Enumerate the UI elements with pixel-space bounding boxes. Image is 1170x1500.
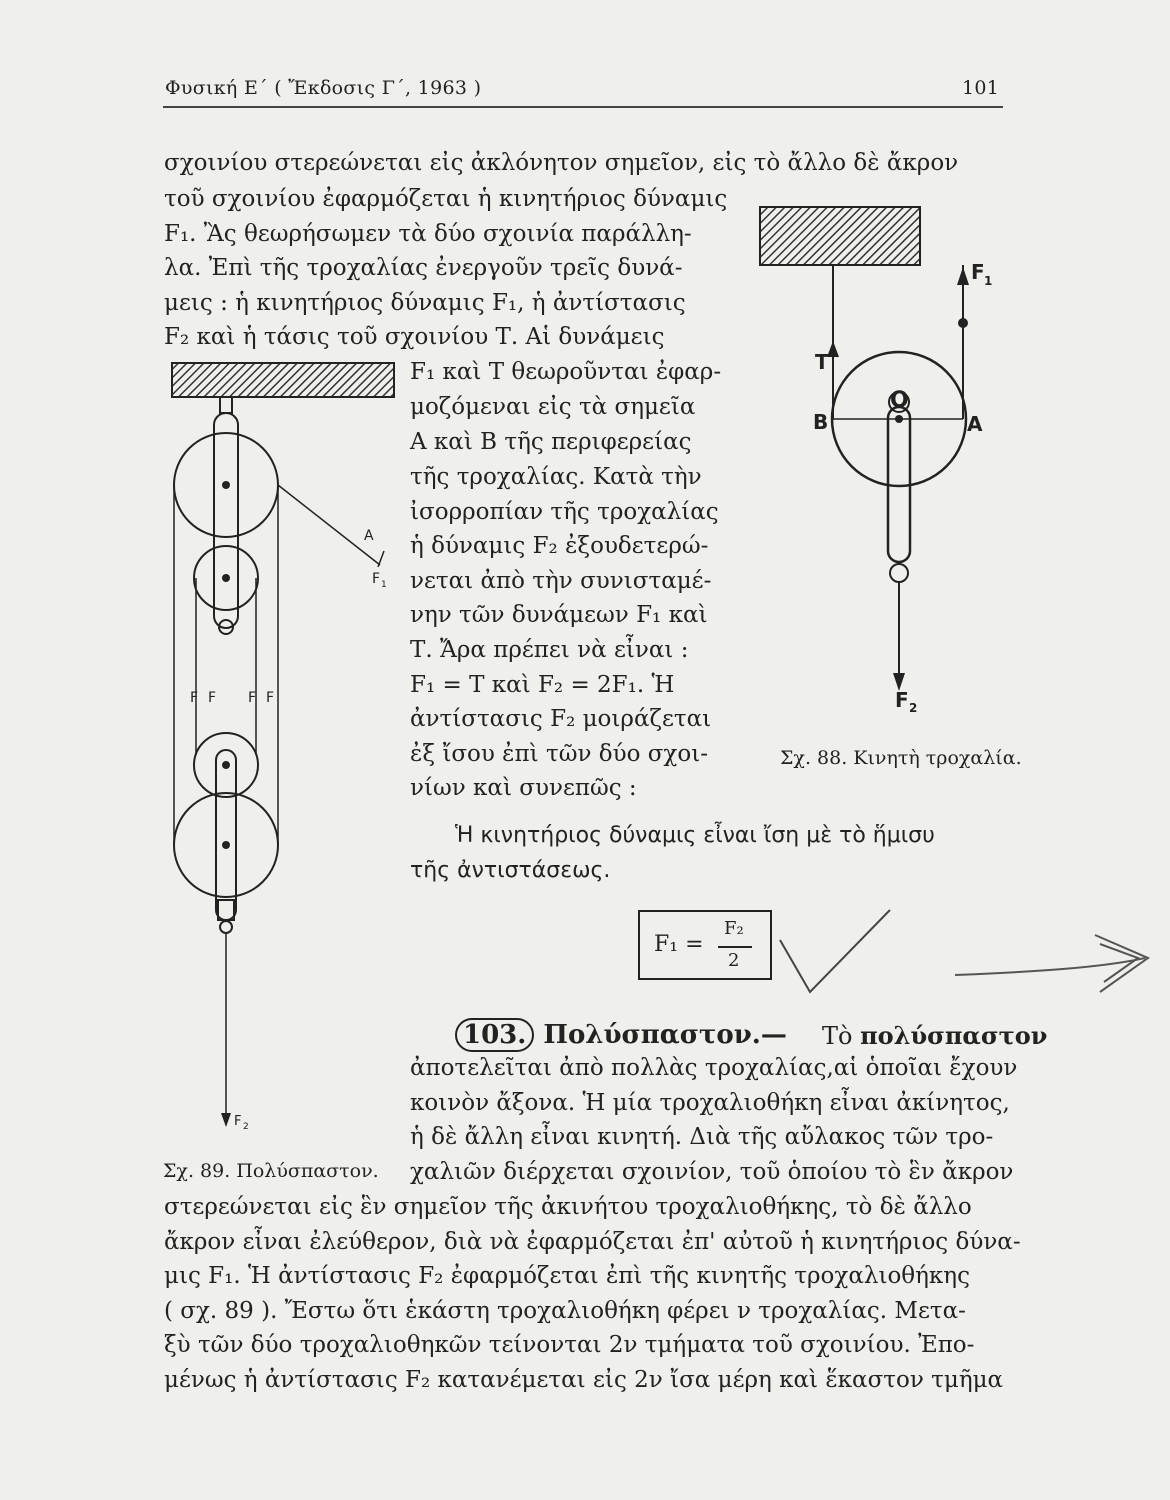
hook — [890, 564, 908, 582]
hook — [220, 921, 232, 933]
axle — [222, 761, 230, 769]
section-title: Πολύσπαστον.— — [543, 1020, 787, 1050]
label-f2: F — [234, 1114, 242, 1129]
text-line: ἀποτελεῖται ἀπὸ πολλὰς τροχαλίας,αἱ ὁποῖαι ἔχουν — [410, 1055, 1018, 1081]
text-line: νίων καὶ συνεπῶς : — [410, 775, 637, 801]
label-f: F — [190, 690, 199, 706]
fixed-block-frame — [214, 413, 238, 628]
text-line: F₁ καὶ Τ θεωροῦνται ἐφαρ- — [410, 359, 722, 385]
axle — [222, 574, 230, 582]
text-line: ἡ δὲ ἄλλη εἶναι κινητή. Διὰ τῆς αὔλακος τῶν τρο- — [410, 1124, 994, 1150]
text-line: ξὺ τῶν δύο τροχαλιοθηκῶν τείνονται 2ν τμήματα τοῦ σχοινίου. Ἐπο- — [164, 1332, 975, 1358]
header-rule — [163, 106, 1003, 108]
text-line: μένως ἡ ἀντίστασις F₂ κατανέμεται εἰς 2ν ἴσα μέρη καὶ ἕκαστον τμῆμα — [164, 1367, 1004, 1393]
text-line: στερεώνεται εἰς ἓν σημεῖον τῆς ἀκινήτου τροχαλιοθήκης, τὸ δὲ ἄλλο — [164, 1194, 972, 1220]
force-f1-arrow-icon — [378, 551, 384, 567]
label-f1-sub: 1 — [984, 274, 993, 288]
formula-denominator: 2 — [728, 950, 740, 971]
text-line: F₁. Ἂς θεωρήσωμεν τὰ δύο σχοινία παράλλη- — [164, 221, 692, 247]
label-a: A — [364, 528, 374, 544]
section-number: 103. — [455, 1018, 534, 1052]
label-a: A — [967, 412, 983, 436]
text-line: ( σχ. 89 ). Ἔστω ὅτι ἑκάστη τροχαλιοθήκη φέρει ν τροχαλίας. Μετα- — [164, 1298, 966, 1324]
rope-pull — [278, 485, 380, 565]
text-line: ἰσορροπίαν τῆς τροχαλίας — [410, 499, 719, 525]
text-line: χαλιῶν διέρχεται σχοινίον, τοῦ ὁποίου τὸ ἓν ἄκρον — [410, 1159, 1014, 1185]
text-line: ἄκρον εἶναι ἐλεύθερον, διὰ νὰ ἐφαρμόζεται ἐπ' αὐτοῦ ἡ κινητήριος δύνα- — [164, 1229, 1021, 1255]
formula-box — [638, 910, 772, 980]
label-f2-sub: 2 — [909, 701, 918, 715]
ceiling-support — [172, 363, 394, 397]
axle — [222, 481, 230, 489]
text-line: F₂ καὶ ἡ τάσις τοῦ σχοινίου Τ. Αἱ δυνάμεις — [164, 324, 665, 350]
ceiling-support — [760, 207, 920, 265]
label-f: F — [248, 690, 257, 706]
figure-89-block-and-tackle — [160, 355, 405, 1135]
force-f2-arrow-icon — [221, 1113, 231, 1127]
force-f1-arrow-icon — [957, 267, 969, 285]
label-t: T — [815, 350, 829, 374]
formula-numerator: F₂ — [724, 918, 744, 939]
pulley-center — [895, 415, 903, 423]
running-header: Φυσική Ε΄ ( Ἔκδοσις Γ΄, 1963 ) — [165, 77, 482, 99]
label-f2: F — [895, 688, 909, 712]
text-line: ἐξ ἴσου ἐπὶ τῶν δύο σχοι- — [410, 741, 709, 767]
page-number: 101 — [962, 77, 1000, 99]
section-term: πολύσπαστον — [860, 1021, 1048, 1050]
fraction-bar — [718, 946, 752, 948]
text-line: ἀντίστασις F₂ μοιράζεται — [410, 706, 712, 732]
text-line: μις F₁. Ἡ ἀντίστασις F₂ ἐφαρμόζεται ἐπὶ τῆς κινητῆς τροχαλιοθήκης — [164, 1263, 970, 1289]
label-o: O — [890, 388, 909, 413]
hanger — [220, 397, 232, 413]
label-f: F — [266, 690, 275, 706]
label-f1-sub: 1 — [381, 580, 387, 590]
axle — [222, 841, 230, 849]
tension-arrow-icon — [827, 341, 839, 357]
handwritten-marks — [770, 900, 1170, 1010]
text-line: νεται ἀπὸ τὴν συνισταμέ- — [410, 568, 712, 594]
text-line: λα. Ἐπὶ τῆς τροχαλίας ἐνεργοῦν τρεῖς δυνά- — [164, 255, 683, 281]
text-line: ἡ δύναμις F₂ ἐξουδετερώ- — [410, 533, 709, 559]
label-b: B — [813, 410, 829, 434]
rope-knot — [958, 318, 968, 328]
rule-statement-line: τῆς ἀντιστάσεως. — [410, 858, 611, 883]
text-line: Τ. Ἄρα πρέπει νὰ εἶναι : — [410, 637, 689, 663]
label-f1: F — [372, 571, 381, 587]
formula-lhs: F₁ = — [654, 932, 704, 957]
lower-hook-plate — [218, 900, 234, 920]
text-line: μεις : ἡ κινητήριος δύναμις F₁, ἡ ἀντίστασις — [164, 290, 686, 316]
section-heading — [455, 1018, 787, 1052]
section-lead: Τὸ πολύσπαστον — [822, 1021, 1048, 1050]
text-line: σχοινίου στερεώνεται εἰς ἀκλόνητον σημεῖον, εἰς τὸ ἄλλο δὲ ἄκρον — [164, 150, 959, 176]
text-line: Α καὶ Β τῆς περιφερείας — [410, 429, 692, 455]
text-line: F₁ = T καὶ F₂ = 2F₁. Ἡ — [410, 672, 675, 698]
checkmark-icon — [780, 910, 890, 992]
movable-block-frame — [216, 750, 236, 920]
rule-statement-line: Ἡ κινητήριος δύναμις εἶναι ἴση μὲ τὸ ἥμισυ — [455, 823, 935, 848]
text-line: μοζόμεναι εἰς τὰ σημεῖα — [410, 394, 696, 420]
figure-89-caption: Σχ. 89. Πολύσπαστον. — [163, 1160, 379, 1182]
label-f2-sub: 2 — [243, 1122, 249, 1132]
label-f1: F — [971, 260, 985, 284]
arrow-head-icon — [1095, 935, 1148, 992]
text-line: τῆς τροχαλίας. Κατὰ τὴν — [410, 464, 702, 490]
text-line: νην τῶν δυνάμεων F₁ καὶ — [410, 602, 708, 628]
text-line: τοῦ σχοινίου ἐφαρμόζεται ἡ κινητήριος δύναμις — [164, 186, 728, 212]
figure-88-movable-pulley — [745, 195, 1005, 715]
text-line: κοινὸν ἄξονα. Ἡ μία τροχαλιοθήκη εἶναι ἀκίνητος, — [410, 1090, 1010, 1116]
figure-88-caption: Σχ. 88. Κινητὴ τροχαλία. — [780, 747, 1022, 769]
label-f: F — [208, 690, 217, 706]
